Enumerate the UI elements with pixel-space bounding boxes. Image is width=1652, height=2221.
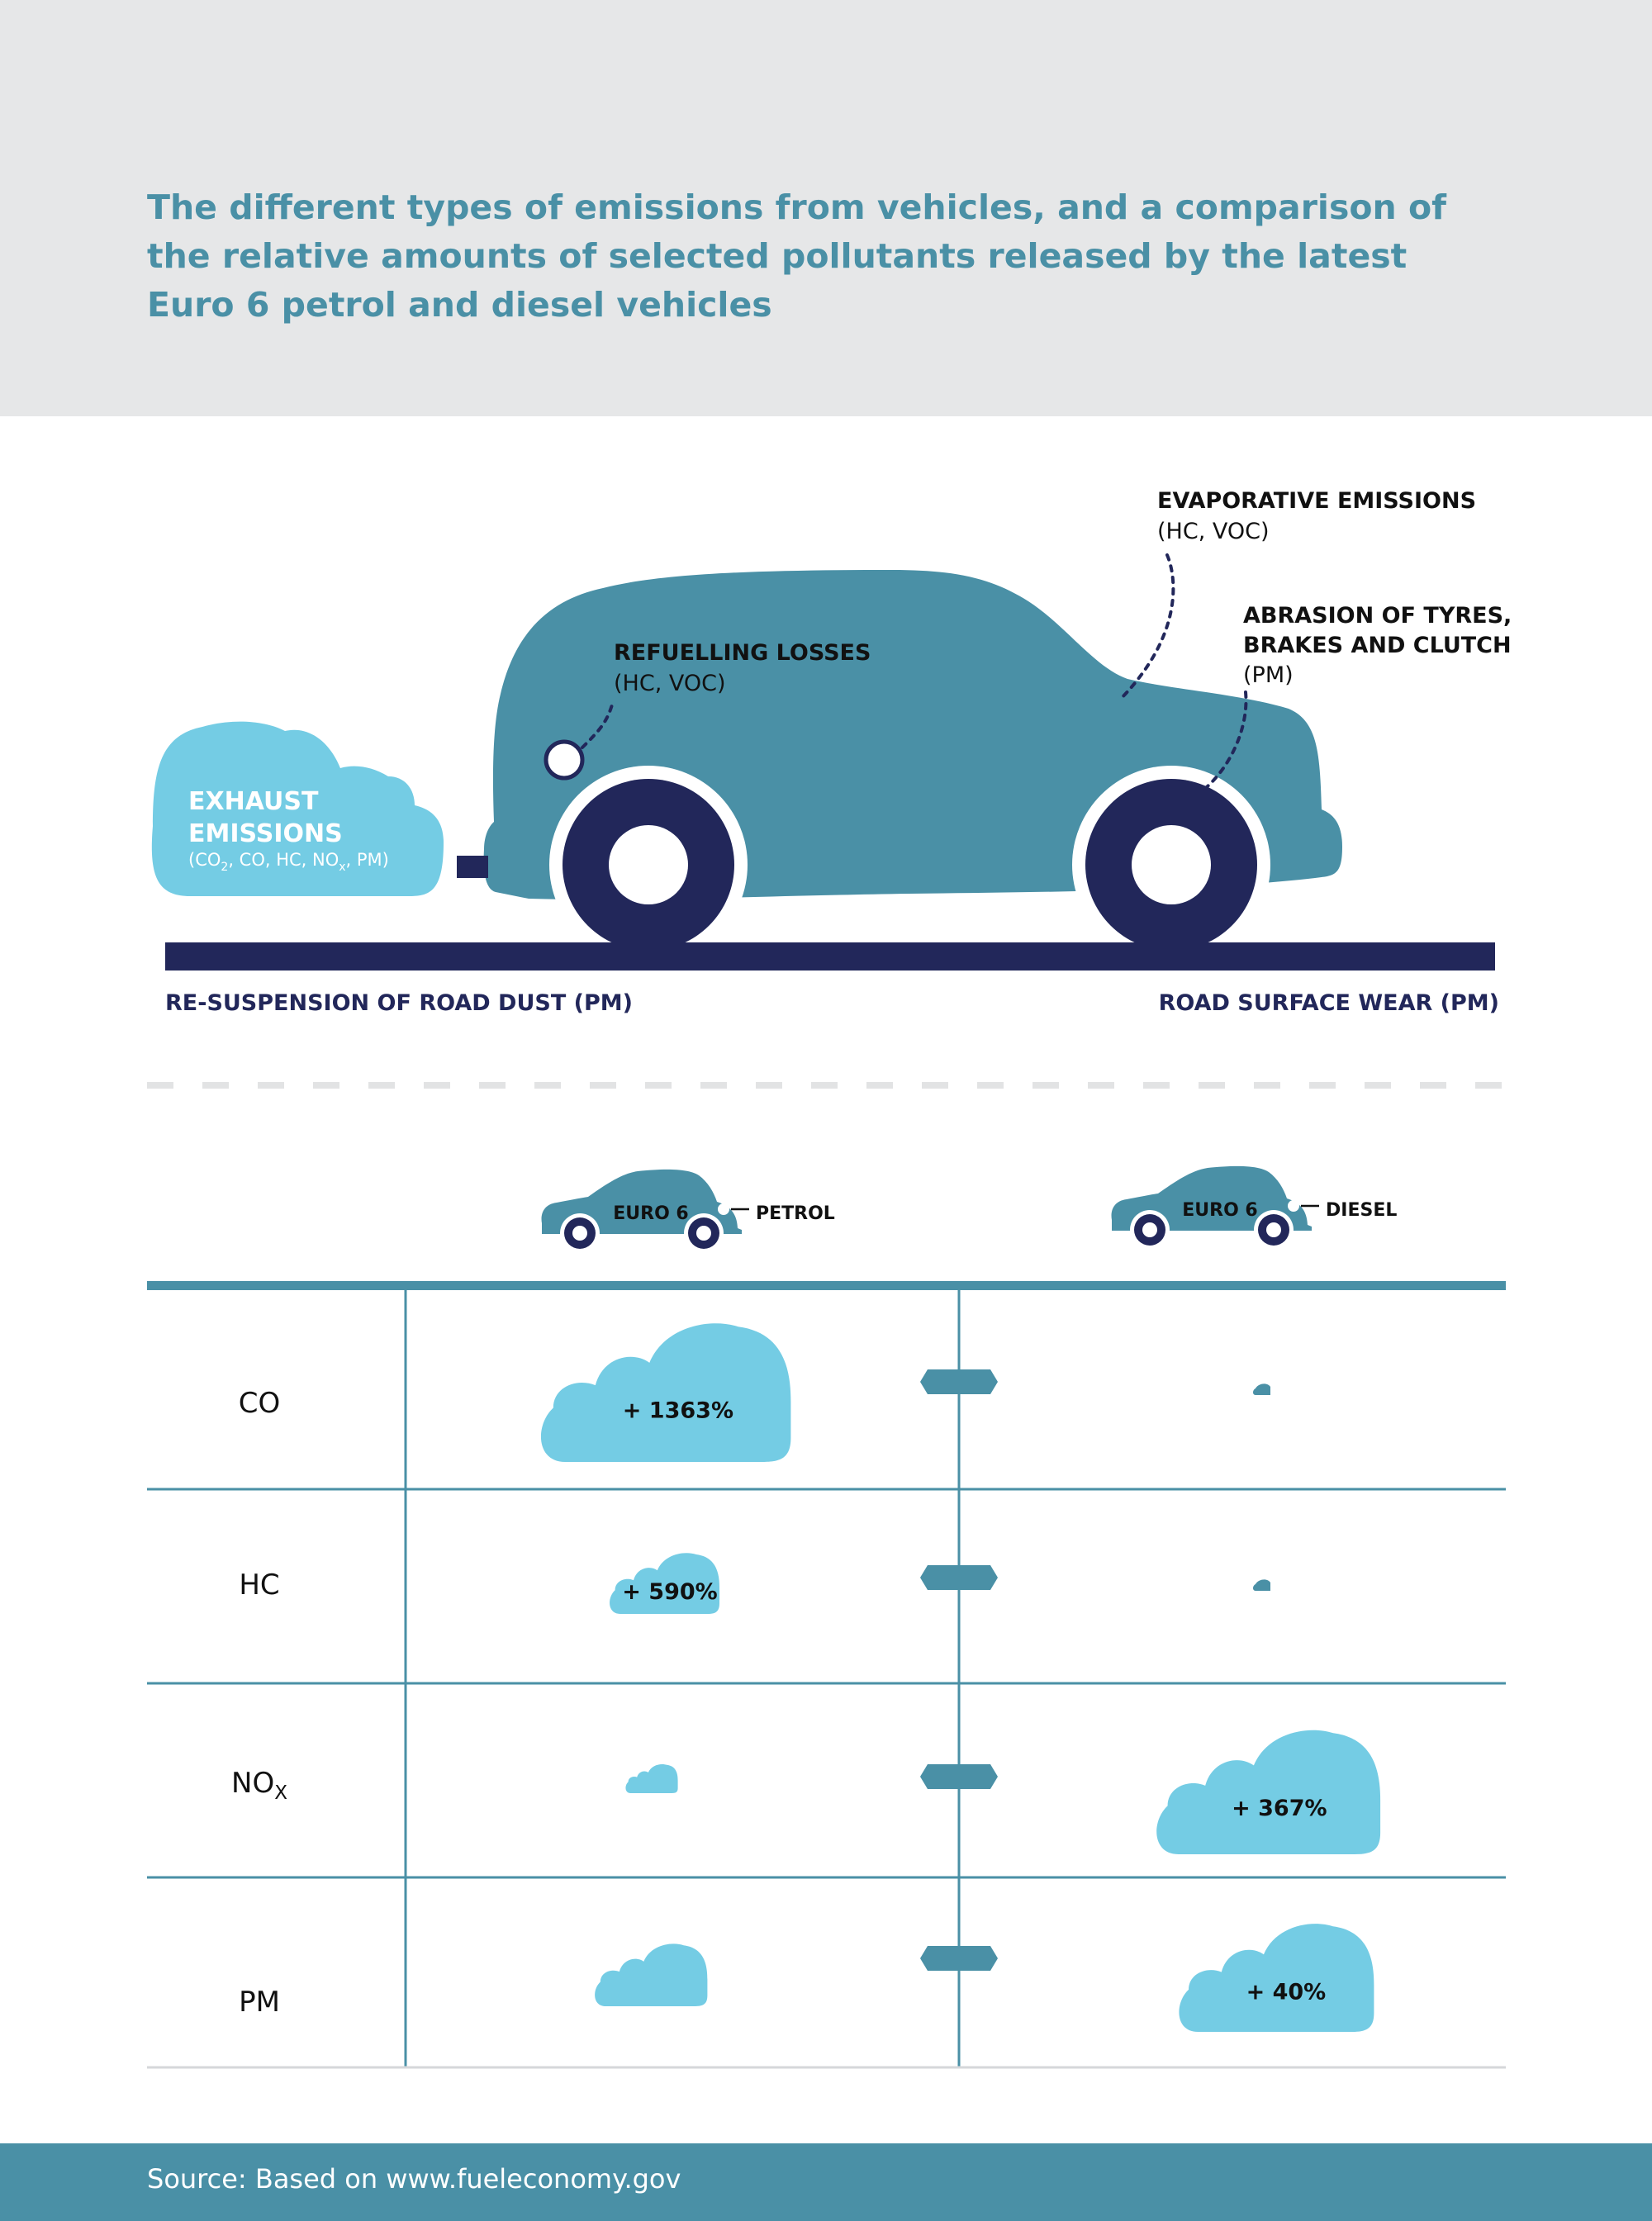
evaporative-title: EVAPORATIVE EMISSIONS xyxy=(1157,488,1477,514)
pollutant-label: HC xyxy=(239,1568,280,1602)
front-wheel xyxy=(549,766,748,964)
emission-cloud-tiny xyxy=(1253,1383,1270,1395)
abrasion-title-1: ABRASION OF TYRES, xyxy=(1243,603,1512,629)
source-note: Source: Based on www.fueleconomy.gov xyxy=(147,2163,681,2195)
comparison-row-co xyxy=(239,1323,1270,1462)
exhaust-title-1: EXHAUST xyxy=(188,787,319,816)
diesel-badge: EURO 6 xyxy=(1182,1200,1258,1221)
comparison-row-pm xyxy=(239,1924,1374,2032)
divider-marker xyxy=(920,1369,998,1394)
difference-percent: + 590% xyxy=(622,1579,718,1605)
road-dust-label: RE-SUSPENSION OF ROAD DUST (PM) xyxy=(165,990,633,1016)
exhaust-title-2: EMISSIONS xyxy=(188,819,343,848)
emission-cloud-large xyxy=(541,1323,790,1462)
diesel-label: DIESEL xyxy=(1326,1200,1398,1221)
emission-cloud-tiny xyxy=(1253,1579,1270,1591)
difference-percent: + 367% xyxy=(1232,1795,1327,1821)
page-title: The different types of emissions from vehicles, and a comparison of the relative amounts of selected pollutants released by the latest Euro 6 petrol and diesel vehicles xyxy=(147,187,1447,325)
pollutant-label: CO xyxy=(238,1387,281,1420)
abrasion-title-2: BRAKES AND CLUTCH xyxy=(1243,633,1512,658)
evaporative-subtitle: (HC, VOC) xyxy=(1157,519,1270,544)
car-illustration xyxy=(457,570,1342,964)
petrol-label: PETROL xyxy=(756,1203,835,1224)
divider-marker xyxy=(920,1946,998,1971)
comparison-rows xyxy=(231,1323,1380,2032)
diesel-header xyxy=(1112,1166,1398,1250)
emission-cloud-large xyxy=(1179,1924,1374,2032)
emission-cloud-large xyxy=(1156,1730,1380,1854)
footer xyxy=(0,2143,1652,2221)
pollutant-label: PM xyxy=(239,1986,280,2019)
road xyxy=(165,942,1495,971)
comparison-row-no xyxy=(231,1730,1380,1854)
exhaust-pipe xyxy=(457,856,488,878)
refuelling-title: REFUELLING LOSSES xyxy=(614,640,871,666)
emission-cloud-small xyxy=(625,1764,677,1793)
header-panel xyxy=(0,0,1652,416)
pollutant-label: $NO_X$ xyxy=(231,1767,287,1804)
difference-percent: + 40% xyxy=(1246,1979,1327,2005)
refuelling-subtitle: (HC, VOC) xyxy=(614,671,726,696)
exhaust-subtitle: ($CO_2$, CO, HC, $NO_x$, PM) xyxy=(188,850,389,874)
emission-cloud-small xyxy=(595,1943,707,2006)
petrol-header xyxy=(542,1170,835,1253)
emissions-diagram xyxy=(0,416,1652,2143)
petrol-badge: EURO 6 xyxy=(613,1203,689,1224)
fuel-cap xyxy=(546,742,582,778)
comparison-row-hc xyxy=(239,1553,1270,1614)
divider-marker xyxy=(920,1565,998,1590)
rear-wheel xyxy=(1072,766,1270,964)
abrasion-subtitle: (PM) xyxy=(1243,662,1294,688)
difference-percent: + 1363% xyxy=(622,1398,734,1424)
road-wear-label: ROAD SURFACE WEAR (PM) xyxy=(1158,990,1499,1016)
exhaust-cloud xyxy=(152,722,444,896)
divider-marker xyxy=(920,1764,998,1789)
